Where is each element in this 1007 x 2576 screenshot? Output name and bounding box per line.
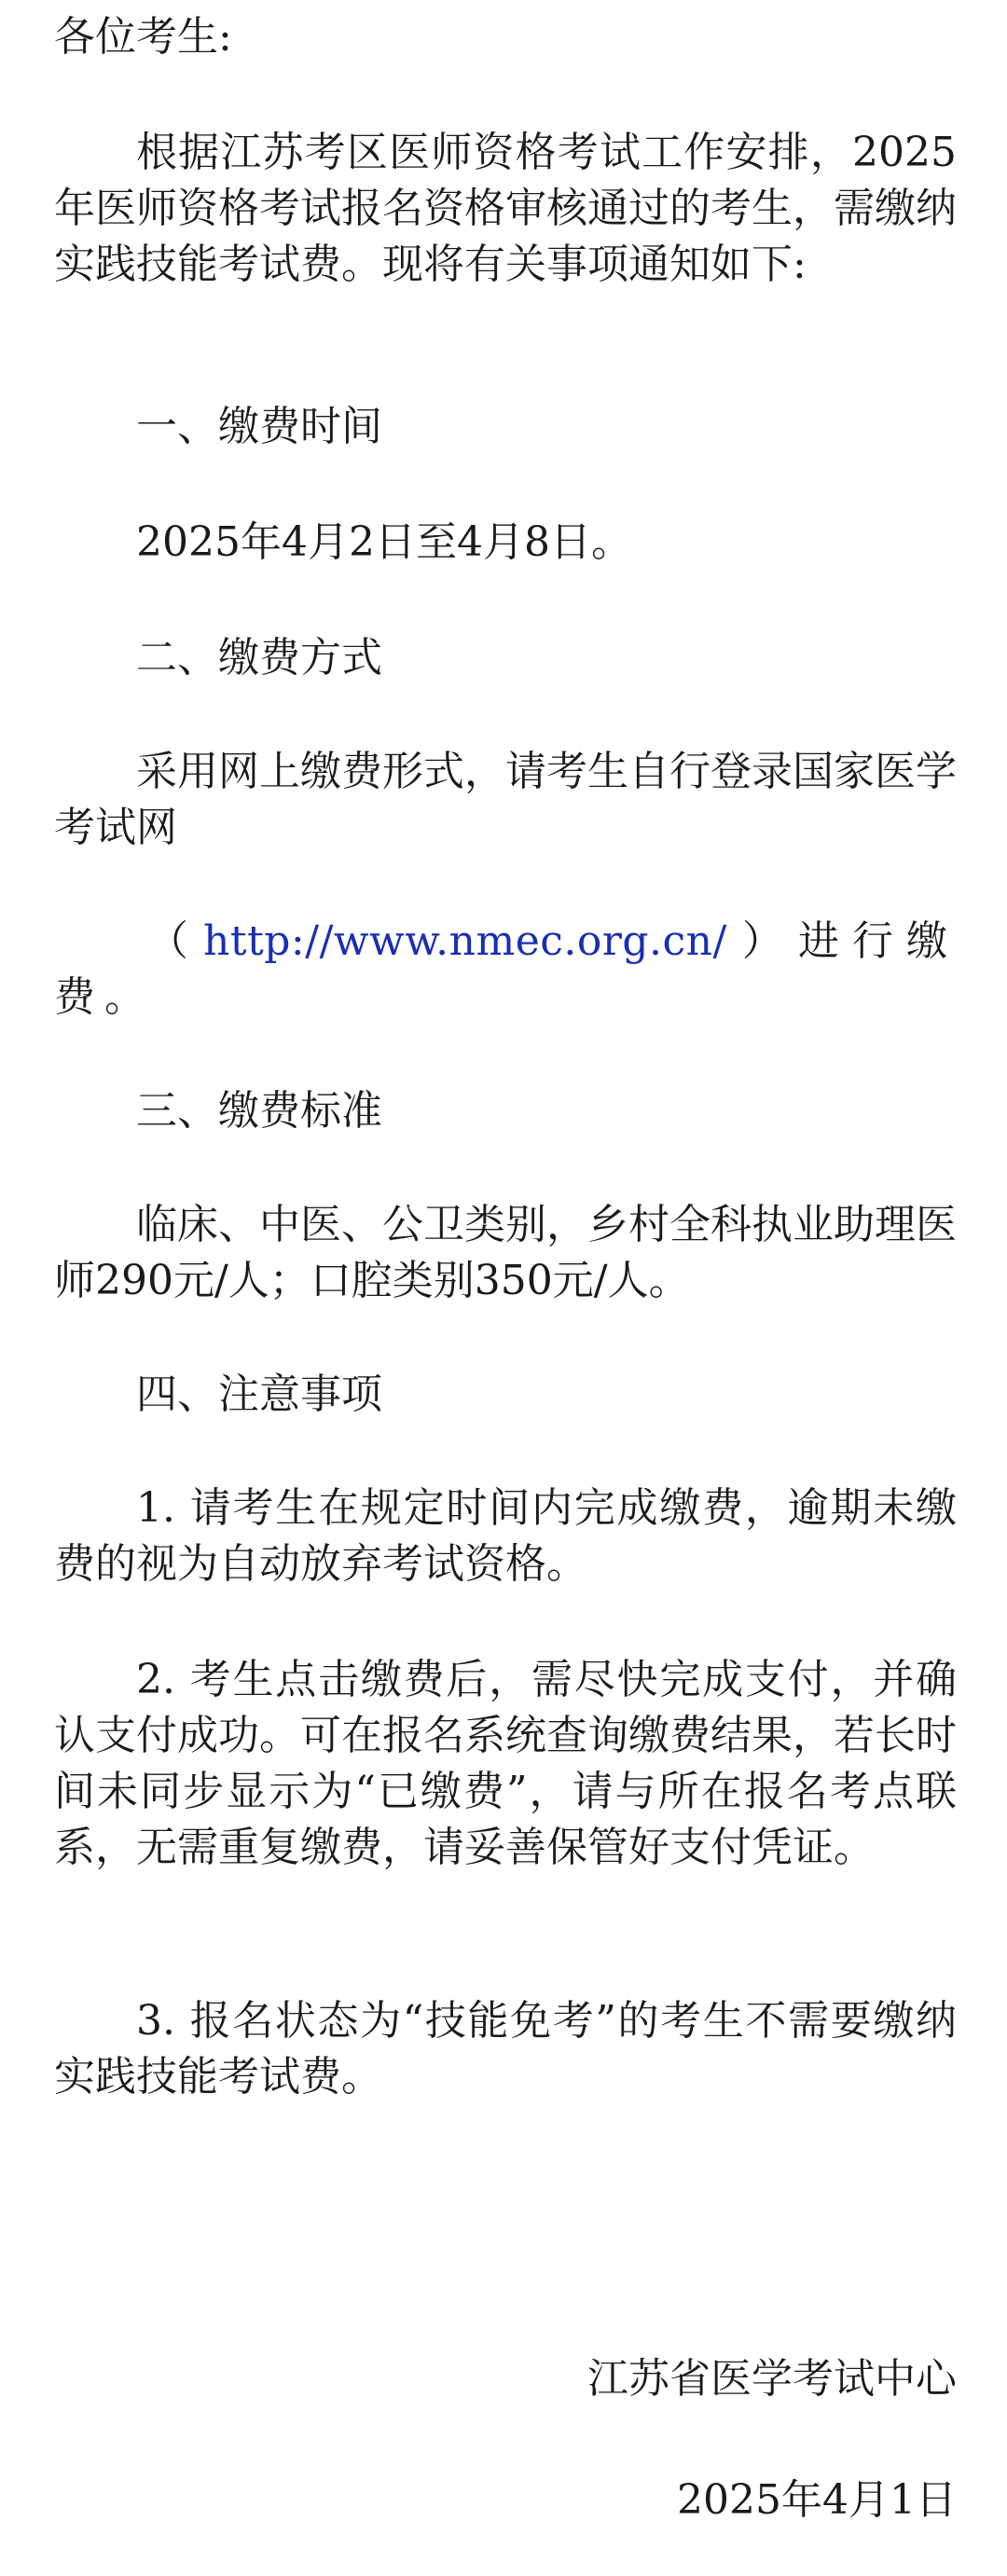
section-heading-time: 一、缴费时间 [136,403,382,450]
section-heading-fee: 三、缴费标准 [136,1087,382,1135]
payment-method-text: 采用网上缴费形式，请考生自行登录国家医学考试网 [54,748,957,851]
signature-date: 2025年4月1日 [677,2476,957,2524]
salutation: 各位考生: [54,13,232,61]
note-item-3: 3. 报名状态为“技能免考”的考生不需要缴纳实践技能考试费。 [54,1997,957,2101]
note-item-1: 1. 请考生在规定时间内完成缴费，逾期未缴费的视为自动放弃考试资格。 [54,1484,957,1588]
payment-method-tail: 进行缴费。 [54,917,958,1021]
section-heading-method: 二、缴费方式 [136,634,382,682]
nmec-website-link[interactable]: http://www.nmec.org.cn/ [203,917,727,965]
fee-standard: 临床、中医、公卫类别，乡村全科执业助理医师290元/人；口腔类别350元/人。 [54,1201,957,1304]
note-item-2: 2. 考生点击缴费后，需尽快完成支付，并确认支付成功。可在报名系统查询缴费结果，若长时间未同步显示为“已缴费”，请与所在报名考点联系，无需重复缴费，请妥善保管好支付凭证。 [54,1656,957,1871]
paren-open: （ [147,917,193,965]
intro-paragraph: 根据江苏考区医师资格考试工作安排，2025年医师资格考试报名资格审核通过的考生，需缴纳实践技能考试费。现将有关事项通知如下: [54,129,957,288]
section-heading-notes: 四、注意事项 [136,1371,382,1418]
signer: 江苏省医学考试中心 [587,2355,957,2403]
payment-time: 2025年4月2日至4月8日。 [136,518,632,566]
paren-close: ） [738,917,787,965]
payment-method-link-line [54,914,957,1026]
